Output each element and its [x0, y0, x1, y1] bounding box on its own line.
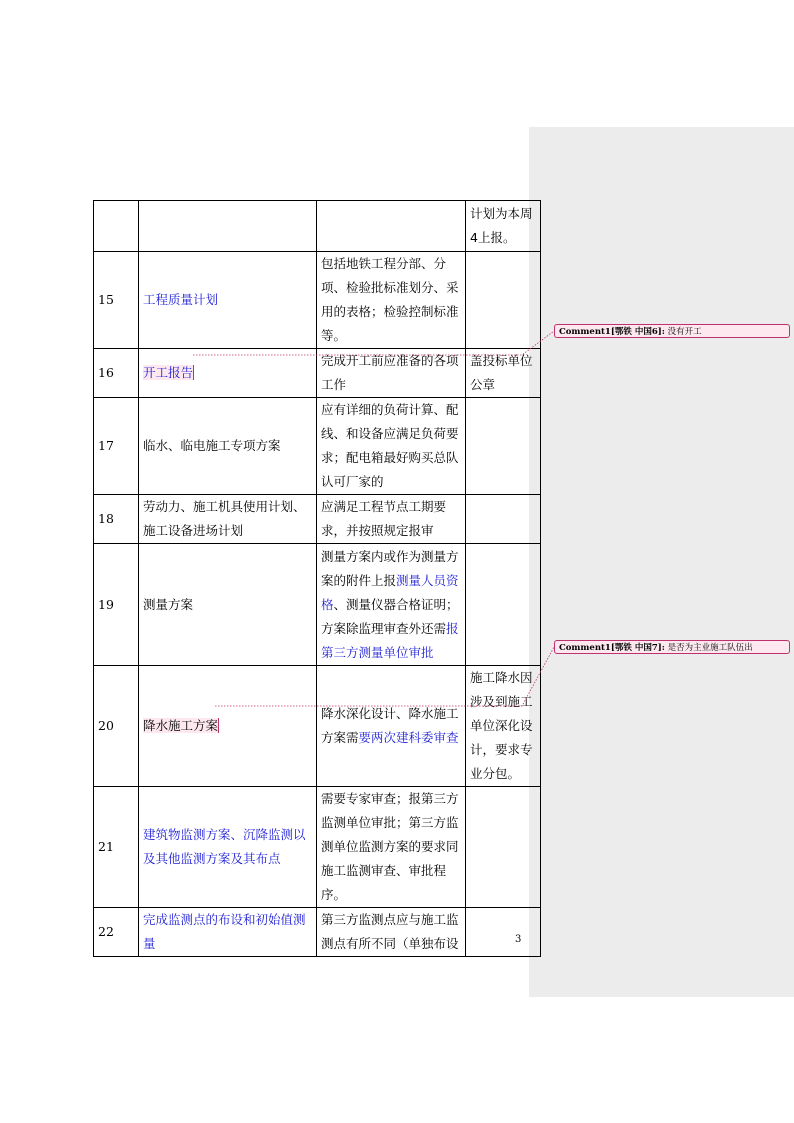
- note-cell: [466, 544, 541, 666]
- row-number: 18: [94, 495, 139, 544]
- commented-text[interactable]: 降水施工方案: [143, 718, 219, 733]
- row-number: 22: [94, 908, 139, 957]
- comment-text: 是否为主业施工队伍出: [667, 643, 753, 653]
- note-cell: [466, 495, 541, 544]
- req-highlight: 测量人员资格: [321, 572, 459, 612]
- req-text: 测量方案内或作为测量方案的附件上报: [321, 548, 459, 588]
- comment-label: Comment1: [559, 327, 611, 337]
- table-row: [94, 349, 541, 398]
- requirement-cell: 应有详细的负荷计算、配线、和设备应满足负荷要求；配电箱最好购买总队认可厂家的: [317, 398, 466, 495]
- comment-author-open: [: [610, 643, 615, 653]
- table-row: [94, 544, 541, 666]
- table-row: [94, 495, 541, 544]
- note-cell: [466, 908, 541, 957]
- comment-balloon[interactable]: [554, 640, 790, 654]
- table-row: [94, 908, 541, 957]
- comment-label: Comment1: [559, 643, 611, 653]
- item-cell: 劳动力、施工机具使用计划、施工设备进场计划: [139, 495, 317, 544]
- row-number: 15: [94, 252, 139, 349]
- requirement-cell: 第三方监测点应与施工监测点有所不同（单独布设: [317, 908, 466, 957]
- item-cell: [139, 349, 317, 398]
- note-cell: [466, 398, 541, 495]
- comment-margin-pane: [529, 127, 794, 997]
- comment-author: 鄂铁 中国: [614, 327, 652, 337]
- requirement-cell: 需要专家审查；报第三方监测单位审批；第三方监测单位监测方案的要求同施工监测审查、审批程序。: [317, 787, 466, 908]
- requirements-table: [93, 200, 541, 957]
- item-cell: 临水、临电施工专项方案: [139, 398, 317, 495]
- row-number: 20: [94, 666, 139, 787]
- req-highlight: 要两次建科委审查: [358, 730, 459, 745]
- row-number: 17: [94, 398, 139, 495]
- comment-author-open: [: [610, 327, 615, 337]
- table-row: [94, 398, 541, 495]
- item-cell: 建筑物监测方案、沉降监测以及其他监测方案及其布点: [139, 787, 317, 908]
- note-cell: 计划为本周4上报。: [466, 201, 541, 252]
- row-number: 21: [94, 787, 139, 908]
- requirement-cell: 完成开工前应准备的各项工作: [317, 349, 466, 398]
- commented-text[interactable]: 开工报告: [143, 365, 194, 380]
- table-row: [94, 666, 541, 787]
- requirement-cell: 包括地铁工程分部、分项、检验批标准划分、采用的表格；检验控制标准等。: [317, 252, 466, 349]
- item-cell: 完成监测点的布设和初始值测量: [139, 908, 317, 957]
- req-highlight: 报第三方测量单位审批: [321, 620, 459, 660]
- page-number: 3: [515, 934, 522, 945]
- row-number: 16: [94, 349, 139, 398]
- row-number: [94, 201, 139, 252]
- note-cell: [466, 252, 541, 349]
- item-cell: 测量方案: [139, 544, 317, 666]
- item-cell: [139, 666, 317, 787]
- comment-balloon[interactable]: [554, 324, 790, 338]
- table-row: [94, 201, 541, 252]
- table-row: [94, 252, 541, 349]
- item-cell: 工程质量计划: [139, 252, 317, 349]
- item-cell: [139, 201, 317, 252]
- note-cell: 盖投标单位公章: [466, 349, 541, 398]
- note-cell: [466, 787, 541, 908]
- comment-text: 没有开工: [667, 327, 702, 337]
- row-number: 19: [94, 544, 139, 666]
- requirement-cell: [317, 666, 466, 787]
- comment-index: 6]:: [651, 327, 665, 337]
- requirement-cell: [317, 201, 466, 252]
- table-row: [94, 787, 541, 908]
- req-text: 降水深化设计、降水施工方案需: [321, 706, 459, 745]
- comment-index: 7]:: [651, 643, 665, 653]
- requirement-cell: 应满足工程节点工期要求，并按照规定报审: [317, 495, 466, 544]
- req-text: 、测量仪器合格证明；方案除监理审查外还需: [321, 596, 459, 636]
- comment-author: 鄂铁 中国: [614, 643, 652, 653]
- note-cell: 施工降水因涉及到施工单位深化设计，要求专业分包。: [466, 666, 541, 787]
- requirement-cell: [317, 544, 466, 666]
